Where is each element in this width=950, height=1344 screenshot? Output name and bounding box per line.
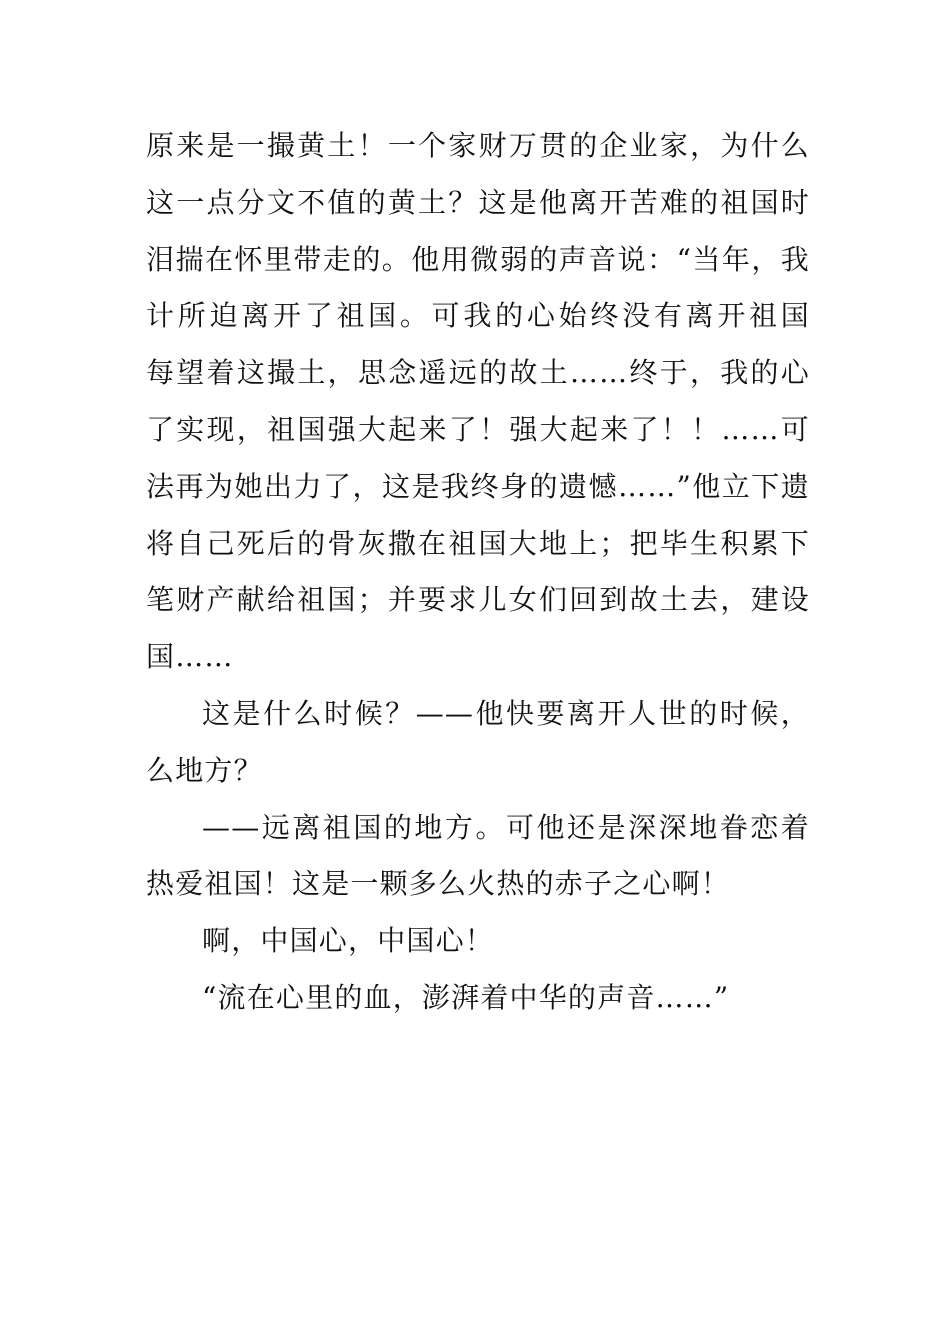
text-line: 泪揣在怀里带走的。他用微弱的声音说：“当年，我 [146,242,810,276]
text-line: 热爱祖国！这是一颗多么火热的赤子之心啊！ [146,867,731,901]
text-line: 法再为她出力了，这是我终身的遗憾……”他立下遗 [146,469,810,503]
paragraph-2 [146,686,810,800]
text-line: ——远离祖国的地方。可他还是深深地眷恋着 [202,810,810,844]
text-line: 计所迫离开了祖国。可我的心始终没有离开祖国 [146,299,810,333]
text-line: 啊，中国心，中国心！ [202,924,495,958]
text-line: 了实现，祖国强大起来了！强大起来了！！……可 [146,412,810,446]
text-line: 将自己死后的骨灰撒在祖国大地上；把毕生积累下 [146,526,810,560]
text-line: 么地方？ [146,753,263,787]
body-text [146,118,810,1027]
text-line: 笔财产献给祖国；并要求儿女们回到故土去，建设 [146,583,810,617]
paragraph-1 [146,118,810,686]
text-line: “流在心里的血，澎湃着中华的声音……” [202,980,730,1014]
text-line: 国…… [146,640,234,674]
paragraph-5 [146,970,810,1027]
text-line: 原来是一撮黄土！一个家财万贯的企业家，为什么 [146,129,810,162]
text-line: 这是什么时候？——他快要离开人世的时候， [202,696,810,730]
paragraph-3 [146,800,810,914]
text-line: 每望着这撮土，思念遥远的故土……终于，我的心 [146,356,810,390]
text-line: 这一点分文不值的黄土？这是他离开苦难的祖国时 [146,185,810,219]
paragraph-4 [146,913,810,970]
